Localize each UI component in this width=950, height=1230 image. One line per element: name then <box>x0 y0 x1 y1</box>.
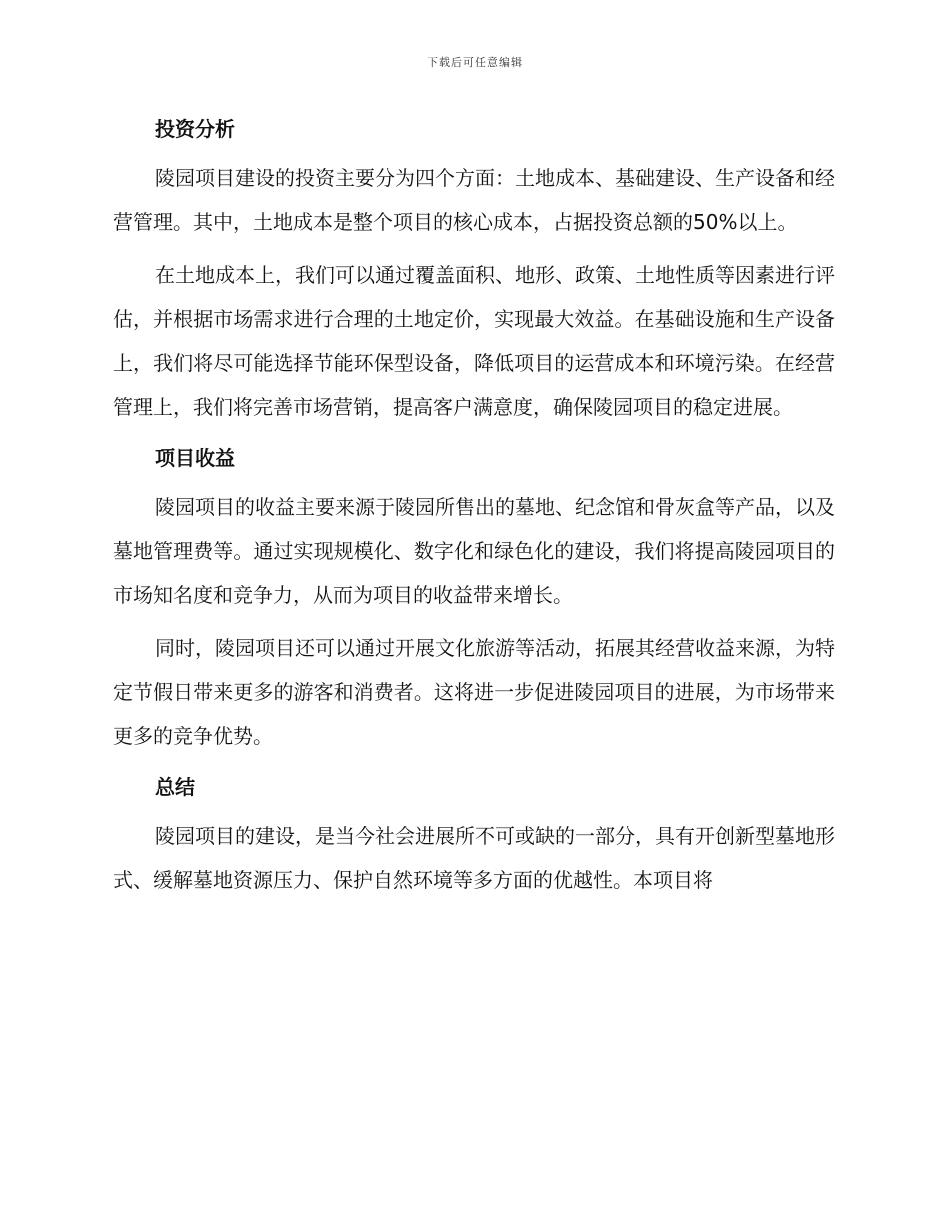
paragraph: 在土地成本上，我们可以通过覆盖面积、地形、政策、土地性质等因素进行评估，并根据市场需求进行合理的土地定价，实现最大效益。在基础设施和生产设备上，我们将尽可能选择节能环保型设备，降低项目的运营成本和环境污染。在经营管理上，我们将完善市场营销，提高客户满意度，确保陵园项目的稳定进展。 <box>113 263 835 419</box>
paragraph: 陵园项目建设的投资主要分为四个方面：土地成本、基础建设、生产设备和经营管理。其中，土地成本是整个项目的核心成本，占据投资总额的50%以上。 <box>113 166 835 234</box>
section-heading: 投资分析 <box>155 117 235 141</box>
section-summary <box>113 767 835 902</box>
section-heading: 项目收益 <box>155 446 235 470</box>
section-heading: 总结 <box>155 775 195 799</box>
paragraph: 陵园项目的收益主要来源于陵园所售出的墓地、纪念馆和骨灰盒等产品，以及墓地管理费等。通过实现规模化、数字化和绿色化的建设，我们将提高陵园项目的市场知名度和竞争力，从而为项目的收益带来增长。 <box>113 495 835 607</box>
page-header-watermark: 下载后可任意编辑 <box>427 56 523 69</box>
paragraph: 同时，陵园项目还可以通过开展文化旅游等活动，拓展其经营收益来源，为特定节假日带来更多的游客和消费者。这将进一步促进陵园项目的进展，为市场带来更多的竞争优势。 <box>113 636 835 748</box>
section-investment-analysis <box>113 109 835 429</box>
section-project-revenue <box>113 438 835 758</box>
paragraph: 陵园项目的建设，是当今社会进展所不可或缺的一部分，具有开创新型墓地形式、缓解墓地资源压力、保护自然环境等多方面的优越性。本项目将 <box>113 824 835 892</box>
document-body <box>113 109 835 911</box>
